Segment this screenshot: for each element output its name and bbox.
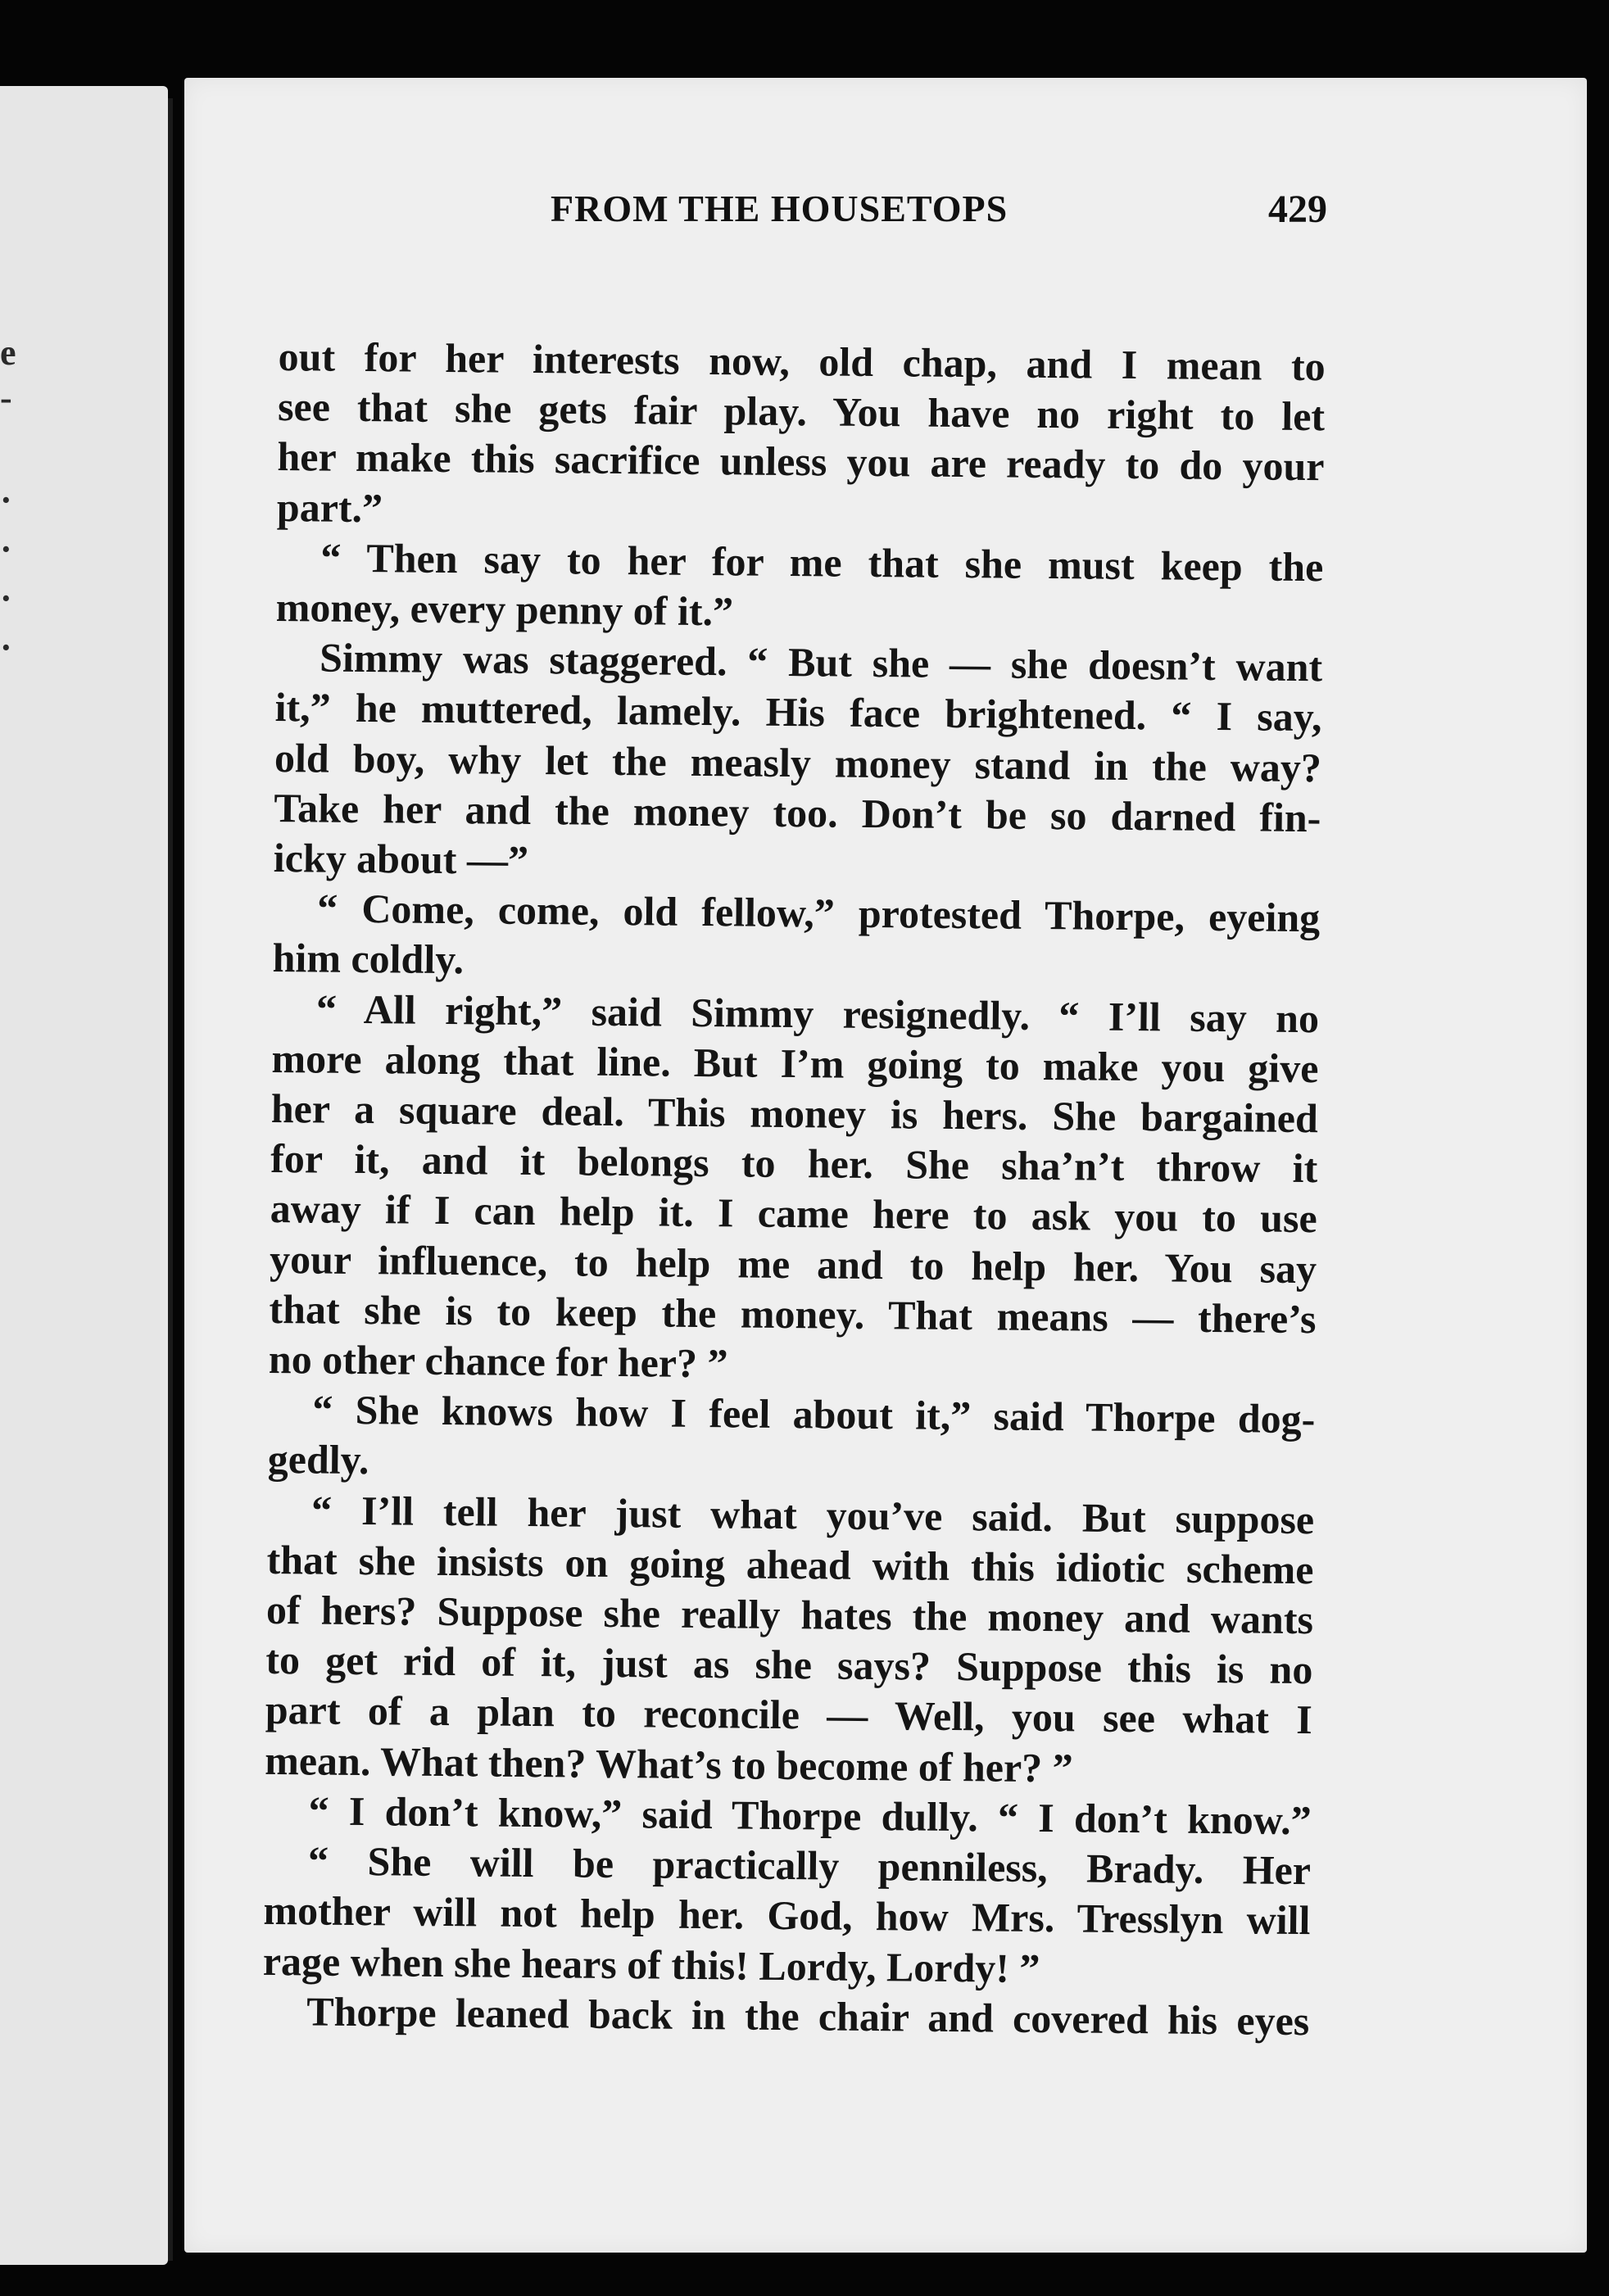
left-page-fragment: ·	[0, 578, 12, 618]
text-line: “ Then say to her for me that she must keep the	[320, 534, 1324, 591]
page-number: 429	[1268, 188, 1327, 231]
left-page-fragment: ·	[0, 627, 12, 668]
text-line: of hers? Suppose she really hates the money and wants	[265, 1587, 1314, 1643]
text-line: rage when she hears of this! Lordy, Lordy! ”	[262, 1937, 1040, 1991]
running-head	[254, 187, 1327, 244]
left-page-fragment: ·	[0, 480, 12, 520]
text-line: for it, and it belongs to her. She sha’n’t throw it	[270, 1135, 1318, 1192]
text-line: money, every penny of it.”	[275, 584, 734, 635]
left-page-fragment: ·	[0, 529, 12, 569]
text-line: out for her interests now, old chap, and I mean to	[278, 333, 1326, 390]
page-body-text	[262, 332, 1326, 2046]
text-line: mother will not help her. God, how Mrs. Tresslyn will	[263, 1887, 1311, 1944]
text-line: Simmy was staggered. “ But she — she doesn’t want	[319, 634, 1323, 691]
text-line: “ Come, come, old fellow,” protested Thorpe, eyeing	[316, 885, 1321, 941]
text-line: “ She will be practically penniless, Brady. Her	[307, 1837, 1312, 1894]
text-line: her make this sacrifice unless you are ready to do your	[277, 433, 1325, 490]
text-line: that she insists on going ahead with this idiotic scheme	[266, 1536, 1314, 1593]
left-page-fragment: e	[0, 333, 16, 373]
running-title: FROM THE HOUSETOPS	[551, 188, 1008, 229]
left-facing-page-edge	[0, 86, 168, 2265]
text-line: “ All right,” said Simmy resignedly. “ I’ll say no	[315, 985, 1320, 1041]
text-line: more along that line. But I’m going to make you give	[271, 1035, 1319, 1092]
left-page-fragment: -	[0, 378, 12, 418]
text-line: “ I’ll tell her just what you’ve said. But suppose	[310, 1487, 1315, 1542]
gutter-rule	[168, 98, 173, 2261]
text-line: icky about —”	[273, 835, 529, 883]
text-line: gedly.	[267, 1436, 369, 1483]
text-line: her a square deal. This money is hers. She bargained	[270, 1085, 1319, 1142]
text-line: Thorpe leaned back in the chair and covered his eyes	[306, 1988, 1310, 2044]
text-line: Take her and the money too. Don’t be so darned fin-	[274, 784, 1321, 841]
text-line: “ I don’t know,” said Thorpe dully. “ I don’t know.”	[308, 1787, 1312, 1844]
text-line: it,” he muttered, lamely. His face brightened. “ I say,	[274, 684, 1322, 740]
text-line: no other chance for her? ”	[268, 1336, 728, 1387]
text-line: to get rid of it, just as she says? Suppose this is no	[265, 1637, 1313, 1693]
text-line: mean. What then? What’s to become of her? ”	[264, 1737, 1073, 1791]
text-line: part of a plan to reconcile — Well, you see what I	[265, 1687, 1313, 1743]
text-line: your influence, to help me and to help her. You say	[269, 1235, 1317, 1292]
text-line: him coldly.	[272, 935, 465, 983]
text-line: old boy, why let the measly money stand in the way?	[274, 734, 1322, 790]
text-line: “ She knows how I feel about it,” said Thorpe dog-	[312, 1386, 1316, 1442]
text-line: that she is to keep the money. That means — there’s	[269, 1285, 1317, 1343]
text-line: part.”	[276, 483, 383, 531]
text-line: away if I can help it. I came here to ask you to use	[270, 1185, 1317, 1242]
text-line: see that she gets fair play. You have no right to let	[277, 383, 1326, 440]
